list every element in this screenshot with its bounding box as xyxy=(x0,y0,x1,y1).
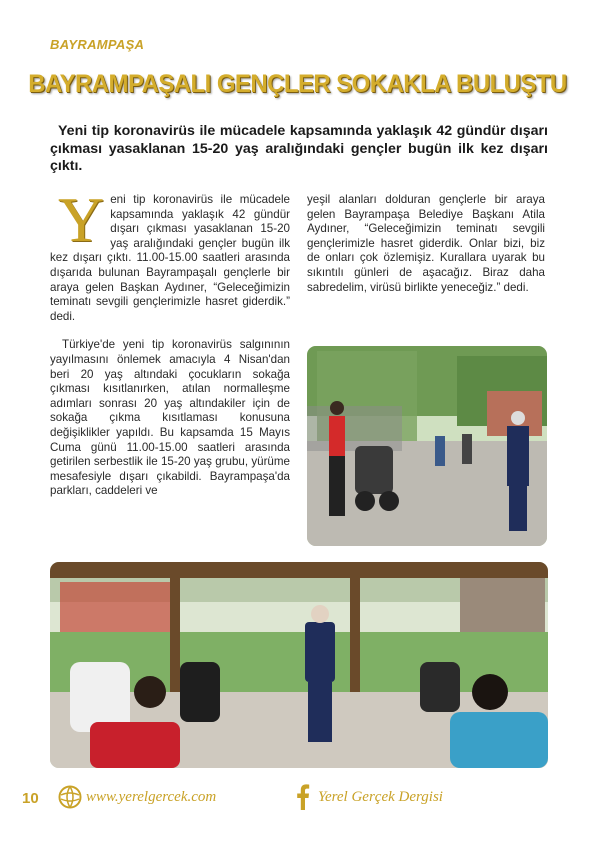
photo-mayor-in-gazebo xyxy=(50,562,548,768)
paragraph-1-text: eni tip koronavirüs ile mücadele kapsamında yaklaşık 42 gündür dışarı çıkması yasaklanan 15-20 yaş aralığındaki gençler bugün ilk kez dışarı çıktı. 11.00-15.00 saatleri arasında dışarıda bulunan Bayrampaşalı gençlerle bir araya gelen Başkan Aydıner, “Geleceğimizin teminatı sevgili gençlerimizle hasret giderdik.” dedi. xyxy=(50,193,290,323)
article-paragraph-3: yeşil alanları dolduran gençlerle bir araya gelen Bayrampaşa Belediye Başkanı Atila Aydıner, “Geleceğimizin teminatı sevgili gençlerimizle hasret giderdik. Onlar bizi, biz de onları çok özlemişiz. Kurallara uyarak bu sıkıntılı günleri de aşacağız. Biraz daha sabredelim, virüsü birlikte yeneceğiz.” dedi. xyxy=(307,193,545,294)
article-paragraph-2: Türkiye'de yeni tip koronavirüs salgınının yayılmasını önlemek amacıyla 4 Nisan'dan beri 20 yaş altındaki çocukların sokağa çıkması kısıtlanırken, atılan normalleşme adımları sonrası 20 yaş altındakiler için de sokağa çıkma kısıtlaması konusuna değişiklikler yapıldı. Bu kapsamda 15 Mayıs Cuma günü 11.00-15.00 saatleri arasında getirilen serbestlik ile 15-20 yaş grubu, yürüme mesafesiyle dışarı çıkabildi. Bayrampaşa'da parkları, caddeleri ve xyxy=(50,338,290,498)
article-lead: Yeni tip koronavirüs ile mücadele kapsamında yaklaşık 42 gündür dışarı çıkması yasaklanan 15-20 yaş aralığındaki gençler bugün ilk kez dışarı çıktı. xyxy=(50,123,548,174)
dropcap: Y xyxy=(58,184,105,255)
article-column-right xyxy=(307,193,545,309)
photo-mayor-with-youth-street xyxy=(307,346,547,546)
article-column-left xyxy=(50,184,290,513)
page-title: BAYRAMPAŞALI GENÇLER SOKAKLA BULUŞTU xyxy=(28,70,567,98)
globe-icon xyxy=(58,785,82,809)
article-paragraph-1 xyxy=(50,184,290,324)
page-number: 10 xyxy=(22,790,39,807)
page-footer xyxy=(0,780,595,820)
facebook-page-link[interactable]: Yerel Gerçek Dergisi xyxy=(318,789,443,805)
facebook-icon xyxy=(296,784,310,810)
website-link[interactable]: www.yerelgercek.com xyxy=(86,789,217,805)
section-tag: BAYRAMPAŞA xyxy=(50,37,145,52)
